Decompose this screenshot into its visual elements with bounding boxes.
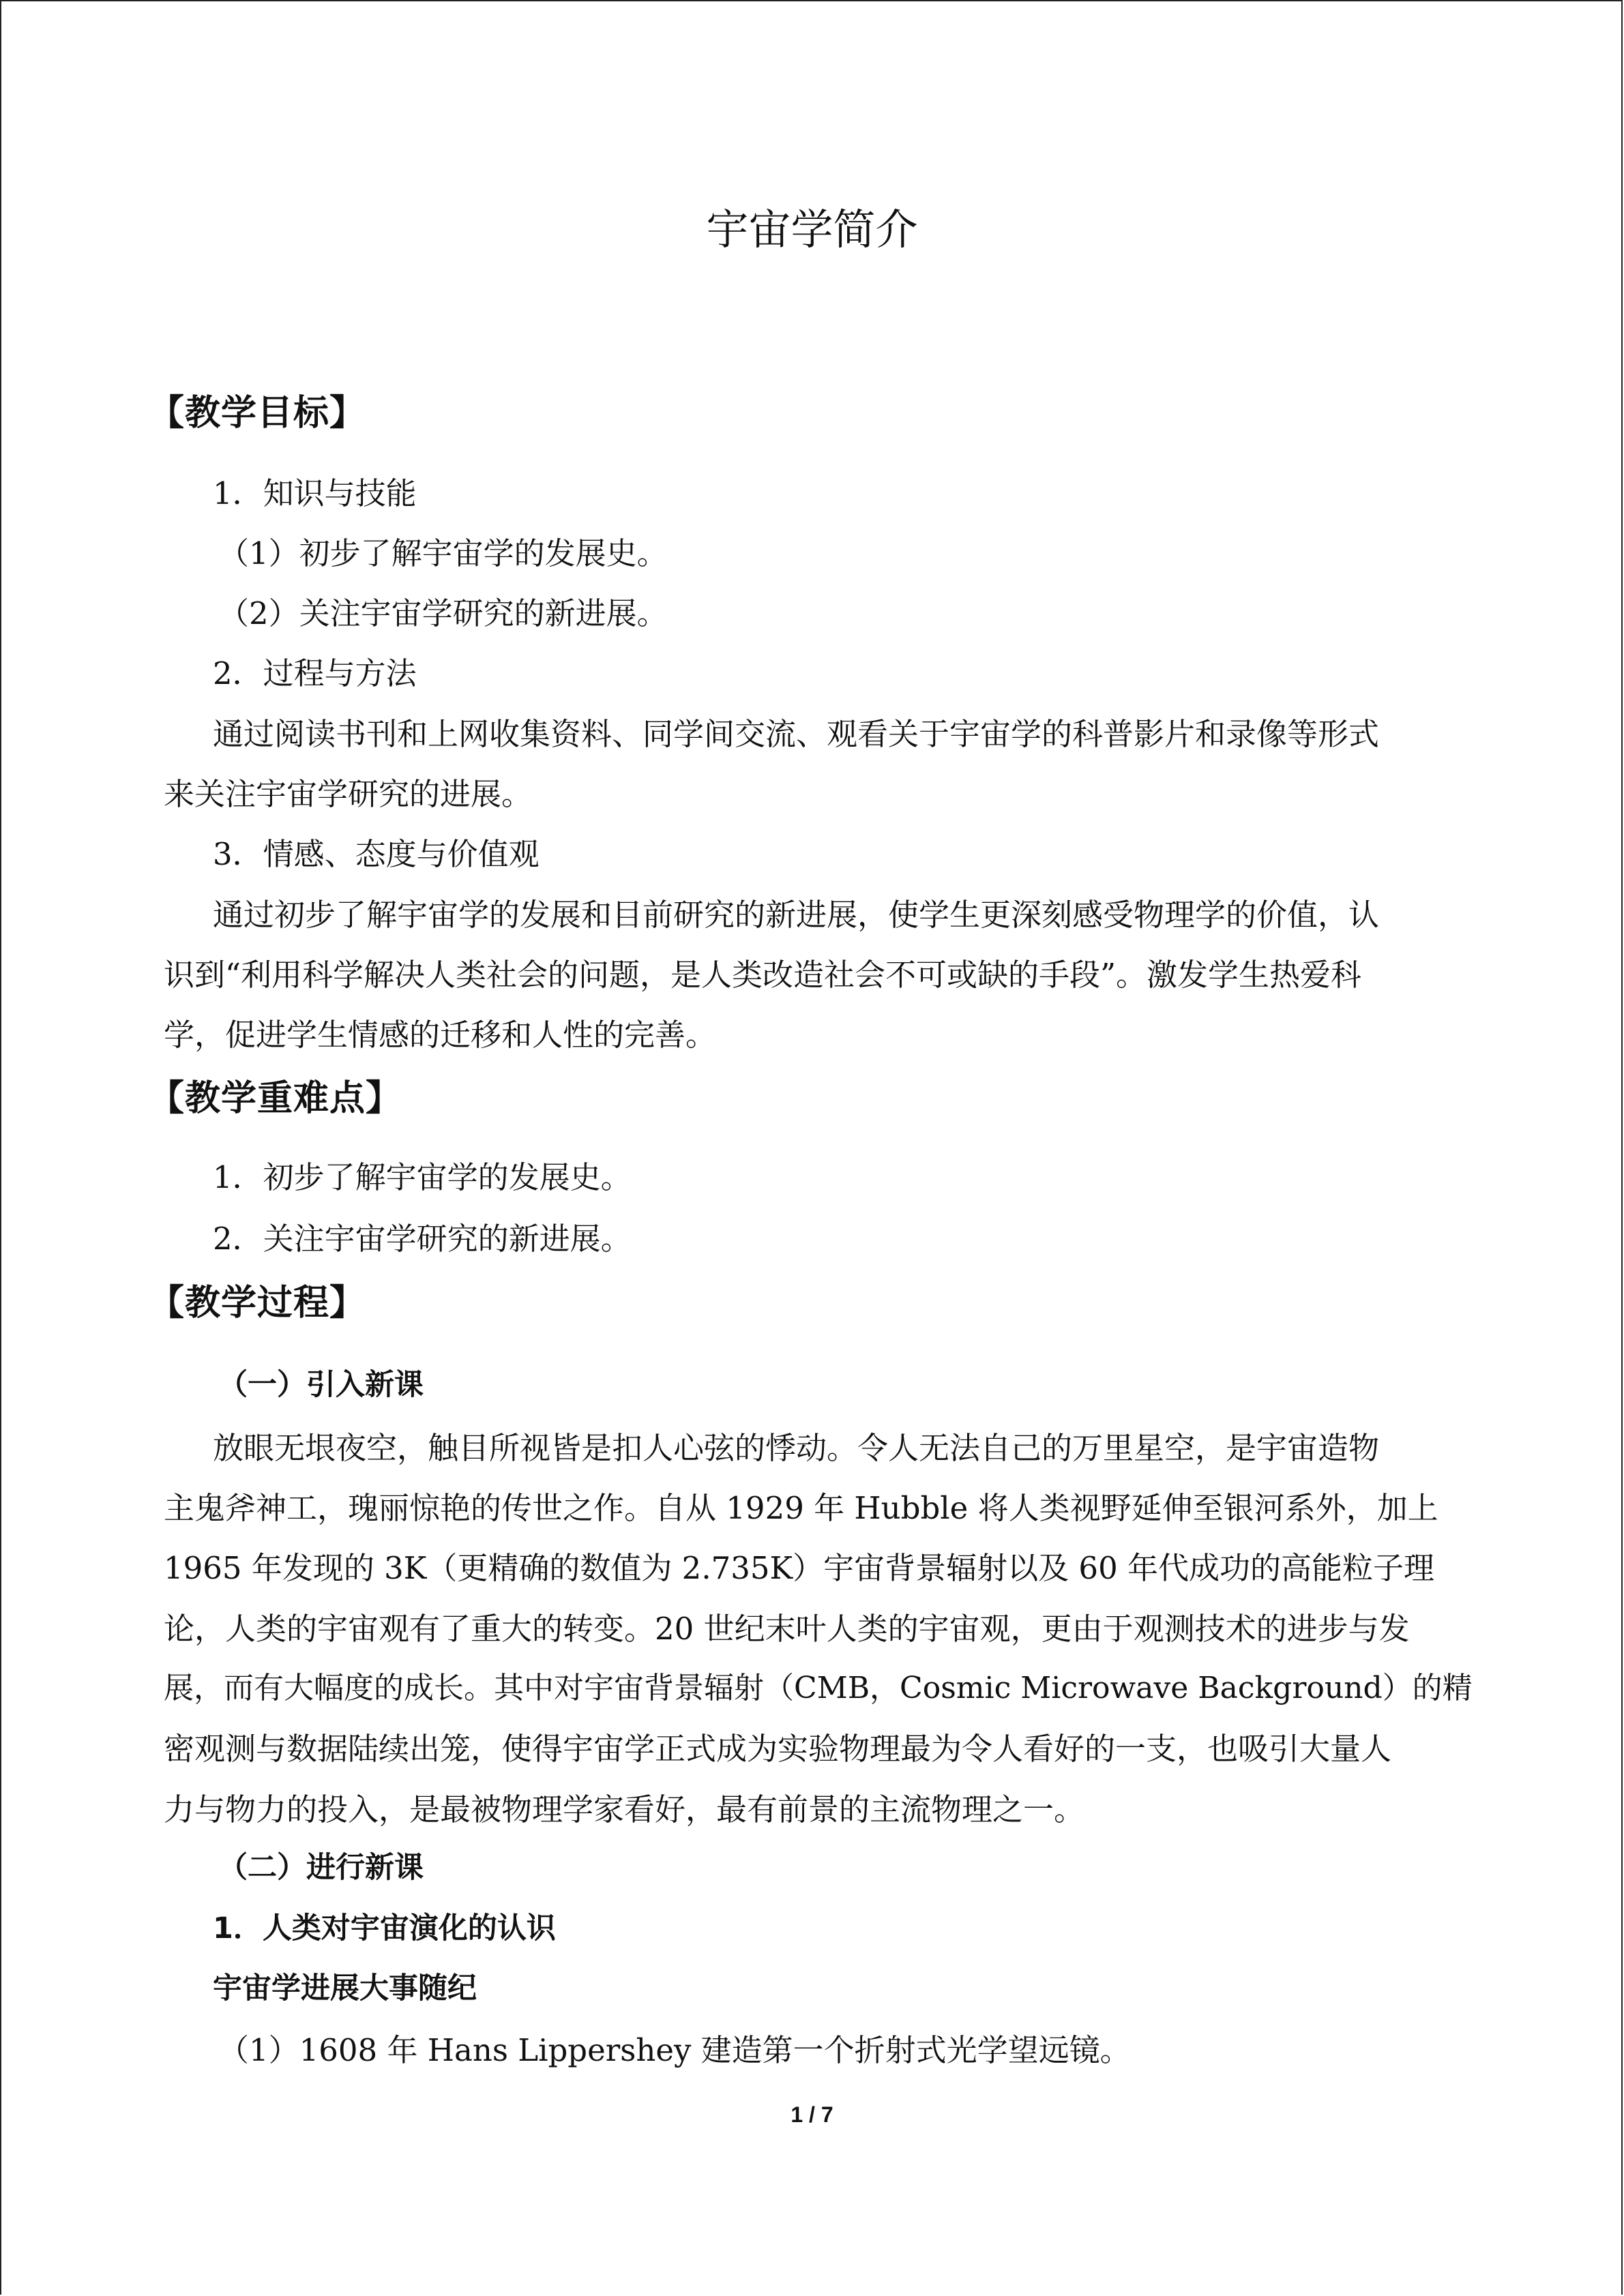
- keypoint-line: 2．关注宇宙学研究的新进展。: [213, 1221, 632, 1257]
- chronicle-item: （1）1608 年 Hans Lippershey 建造第一个折射式光学望远镜。: [218, 2032, 1131, 2068]
- subheading-intro: （一）引入新课: [218, 1368, 424, 1402]
- objective-line: 1．知识与技能: [213, 475, 417, 511]
- objective-paragraph-line: 学，促进学生情感的迁移和人性的完善。: [164, 1017, 717, 1053]
- section-heading-process: 【教学过程】: [149, 1283, 366, 1324]
- subheading-new-lesson: （二）进行新课: [218, 1851, 424, 1885]
- objective-paragraph-line: 通过阅读书刊和上网收集资料、同学间交流、观看关于宇宙学的科普影片和录像等形式: [213, 716, 1380, 752]
- section-heading-objectives: 【教学目标】: [149, 393, 366, 434]
- objective-paragraph-line: 识到“利用科学解决人类社会的问题，是人类改造社会不可或缺的手段”。激发学生热爱科: [164, 957, 1362, 993]
- objective-line: 3．情感、态度与价值观: [213, 836, 540, 872]
- objective-paragraph-line: 通过初步了解宇宙学的发展和目前研究的新进展，使学生更深刻感受物理学的价值，认: [213, 897, 1380, 933]
- intro-paragraph-line: 密观测与数据陆续出笼，使得宇宙学正式成为实验物理最为令人看好的一支，也吸引大量人: [164, 1731, 1392, 1767]
- objective-line: （2）关注宇宙学研究的新进展。: [218, 595, 668, 631]
- intro-paragraph-line: 展，而有大幅度的成长。其中对宇宙背景辐射（CMB，Cosmic Microwave Background）的精: [164, 1671, 1473, 1705]
- objective-paragraph-line: 来关注宇宙学研究的进展。: [164, 776, 533, 812]
- objective-line: 2．过程与方法: [213, 655, 417, 691]
- keypoint-line: 1．初步了解宇宙学的发展史。: [213, 1159, 632, 1195]
- subheading-chronicle: 宇宙学进展大事随纪: [213, 1971, 477, 2006]
- page-number: 1 / 7: [791, 2102, 833, 2127]
- intro-paragraph-line: 力与物力的投入，是最被物理学家看好，最有前景的主流物理之一。: [164, 1791, 1085, 1828]
- intro-paragraph-line: 1965 年发现的 3K（更精确的数值为 2.735K）宇宙背景辐射以及 60 年代成功的高能粒子理: [164, 1550, 1434, 1586]
- intro-paragraph-line: 放眼无垠夜空，触目所视皆是扣人心弦的悸动。令人无法自己的万里星空，是宇宙造物: [213, 1430, 1380, 1466]
- section-heading-keypoints: 【教学重难点】: [149, 1078, 402, 1119]
- intro-paragraph-line: 主鬼斧神工，瑰丽惊艳的传世之作。自从 1929 年 Hubble 将人类视野延伸至银河系外，加上: [164, 1490, 1438, 1526]
- page-title: 宇宙学简介: [706, 205, 918, 254]
- objective-line: （1）初步了解宇宙学的发展史。: [218, 535, 668, 571]
- intro-paragraph-line: 论，人类的宇宙观有了重大的转变。20 世纪末叶人类的宇宙观，更由于观测技术的进步与发: [164, 1611, 1410, 1647]
- subheading-evolution: 1．人类对宇宙演化的认识: [213, 1911, 556, 1945]
